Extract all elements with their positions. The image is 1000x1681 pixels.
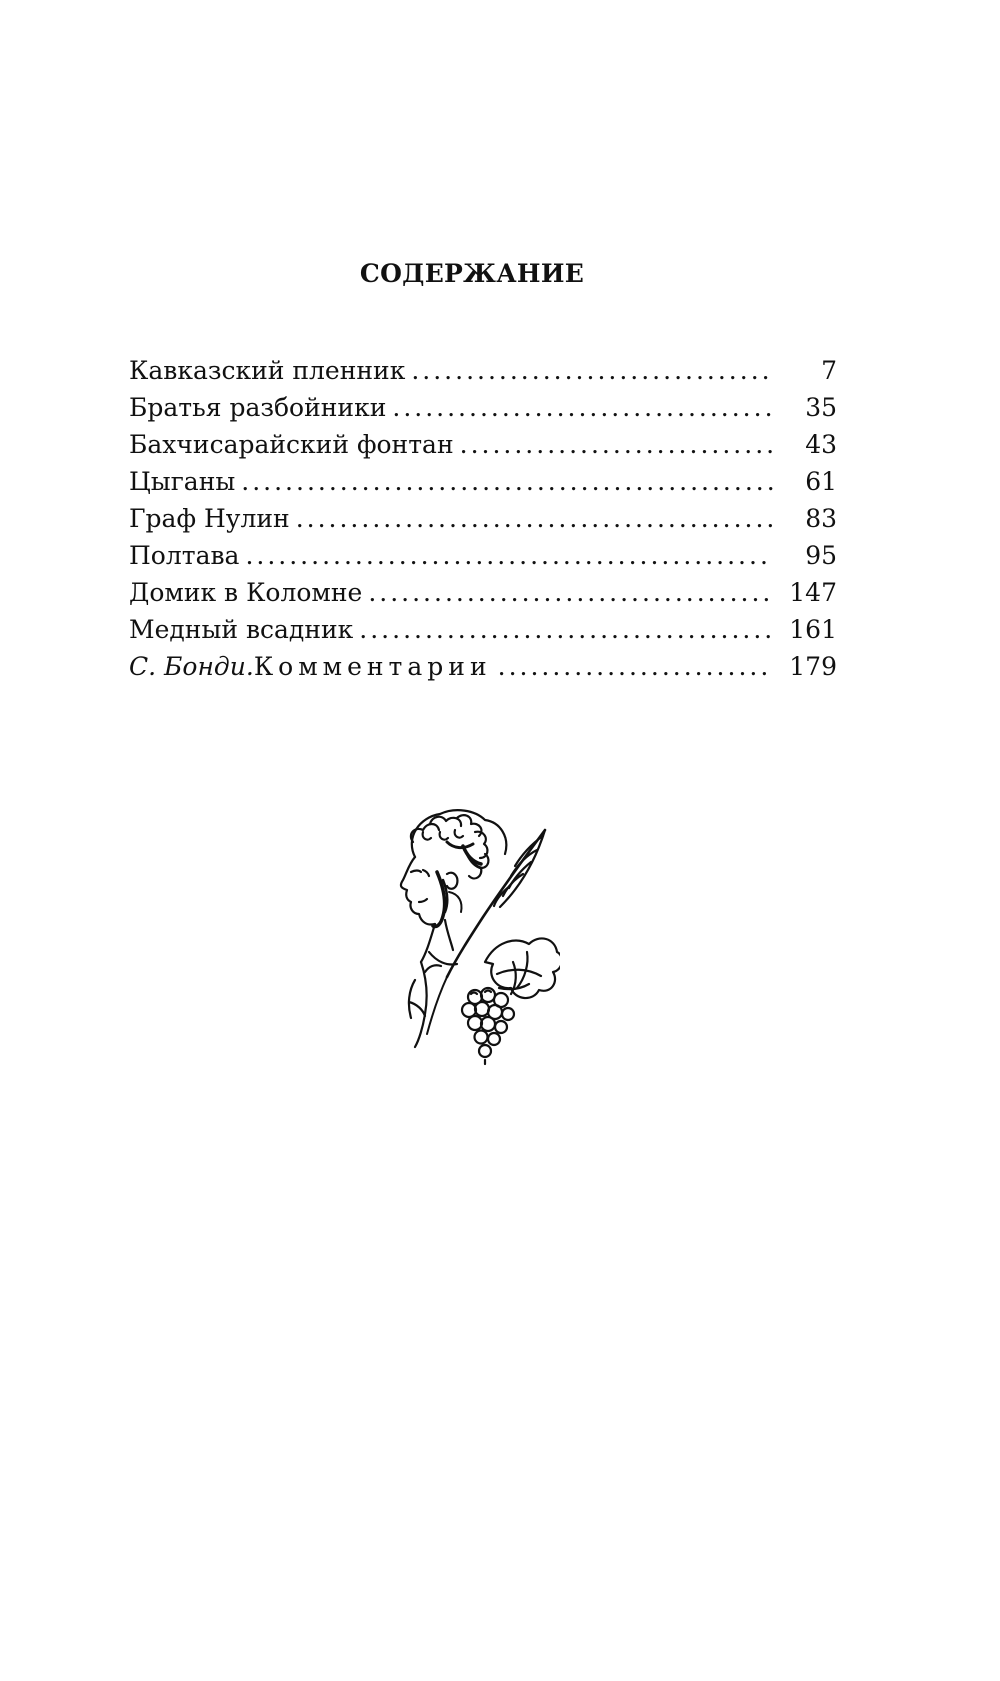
toc-entry-page: 35 bbox=[805, 393, 837, 422]
dot-leader bbox=[411, 356, 773, 385]
table-of-contents bbox=[129, 356, 837, 689]
toc-entry[interactable] bbox=[129, 467, 837, 504]
toc-entry-title: Кавказский пленник bbox=[129, 356, 411, 385]
toc-entry-title: Полтава bbox=[129, 541, 245, 570]
toc-entry-title: Граф Нулин bbox=[129, 504, 296, 533]
toc-entry-page: 43 bbox=[805, 430, 837, 459]
toc-entry[interactable] bbox=[129, 430, 837, 467]
pushkin-profile-quill-grapes-icon bbox=[385, 802, 560, 1067]
toc-entry-title: Цыганы bbox=[129, 467, 241, 496]
dot-leader bbox=[460, 430, 773, 459]
toc-entry[interactable] bbox=[129, 578, 837, 615]
dot-leader bbox=[241, 467, 773, 496]
toc-entry-title: Братья разбойники bbox=[129, 393, 392, 422]
toc-entry[interactable] bbox=[129, 504, 837, 541]
toc-entry-page: 147 bbox=[789, 578, 837, 607]
dot-leader bbox=[359, 615, 773, 644]
toc-entry[interactable] bbox=[129, 393, 837, 430]
page-title: СОДЕРЖАНИЕ bbox=[359, 259, 585, 288]
toc-entry-page: 161 bbox=[789, 615, 837, 644]
dot-leader bbox=[392, 393, 773, 422]
toc-entry-page: 83 bbox=[805, 504, 837, 533]
toc-entry-page: 61 bbox=[805, 467, 837, 496]
dot-leader bbox=[296, 504, 773, 533]
toc-entry-title bbox=[129, 652, 498, 681]
toc-entry-comments[interactable] bbox=[129, 652, 837, 689]
dot-leader bbox=[368, 578, 773, 607]
toc-entry-page: 7 bbox=[821, 356, 837, 385]
toc-entry-page: 179 bbox=[789, 652, 837, 681]
toc-entry-title: Медный всадник bbox=[129, 615, 359, 644]
dot-leader bbox=[498, 652, 773, 681]
toc-entry[interactable] bbox=[129, 356, 837, 393]
toc-entry[interactable] bbox=[129, 541, 837, 578]
toc-entry-title: Домик в Коломне bbox=[129, 578, 368, 607]
toc-entry[interactable] bbox=[129, 615, 837, 652]
toc-entry-comments-title: Комментарии bbox=[253, 652, 492, 681]
toc-entry-title: Бахчисарайский фонтан bbox=[129, 430, 460, 459]
dot-leader bbox=[245, 541, 773, 570]
toc-entry-author: С. Бонди. bbox=[129, 652, 254, 681]
toc-entry-page: 95 bbox=[805, 541, 837, 570]
